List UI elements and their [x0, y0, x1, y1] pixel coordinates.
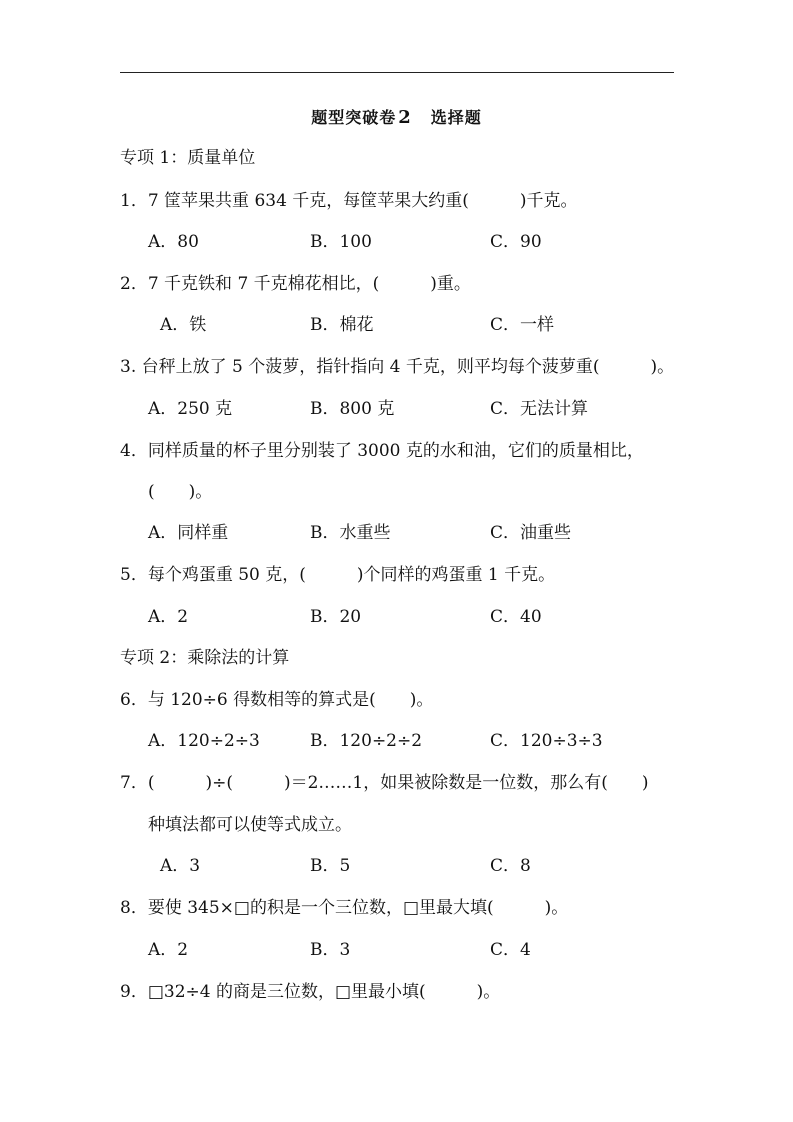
q4-option-a: A．同样重 — [148, 523, 229, 543]
title-number: 2 — [398, 107, 412, 128]
question-8: 8．要使 345×□的积是一个三位数，□里最大填( )。 — [120, 898, 569, 918]
q5-option-a: A．2 — [148, 607, 189, 627]
q1-option-a: A．80 — [148, 232, 199, 252]
q6-option-b: B．120÷2÷2 — [310, 731, 423, 751]
q7-option-c: C．8 — [490, 856, 531, 876]
question-7-continued: 种填法都可以使等式成立。 — [148, 815, 352, 835]
q1-option-b: B．100 — [310, 232, 372, 252]
q3-option-a: A．250 克 — [148, 399, 233, 419]
question-9: 9．□32÷4 的商是三位数，□里最小填( )。 — [120, 982, 501, 1002]
q7-option-a: A．3 — [160, 856, 201, 876]
q8-option-a: A．2 — [148, 940, 189, 960]
top-rule — [120, 72, 674, 73]
question-2: 2．7 千克铁和 7 千克棉花相比，( )重。 — [120, 274, 471, 294]
q2-option-a: A．铁 — [160, 315, 207, 335]
q5-option-c: C．40 — [490, 607, 542, 627]
q5-option-b: B．20 — [310, 607, 362, 627]
question-7: 7．( )÷( )＝2……1，如果被除数是一位数，那么有( ) — [120, 773, 649, 793]
question-5: 5．每个鸡蛋重 50 克，( )个同样的鸡蛋重 1 千克。 — [120, 565, 556, 585]
q1-option-c: C．90 — [490, 232, 542, 252]
q4-option-c: C．油重些 — [490, 523, 572, 543]
page-title — [0, 105, 793, 128]
q8-option-b: B．3 — [310, 940, 351, 960]
q2-option-b: B．棉花 — [310, 315, 374, 335]
title-part-a: 题型突破卷 — [311, 108, 397, 127]
question-4: 4．同样质量的杯子里分别装了 3000 克的水和油，它们的质量相比， — [120, 441, 644, 461]
title-part-b: 选择题 — [430, 108, 482, 127]
question-3: 3. 台秤上放了 5 个菠萝，指针指向 4 千克，则平均每个菠萝重( )。 — [120, 357, 675, 377]
q7-option-b: B．5 — [310, 856, 351, 876]
q2-option-c: C．一样 — [490, 315, 555, 335]
question-4-continued: ( )。 — [148, 482, 213, 502]
section-heading-1: 专项 1：质量单位 — [120, 148, 256, 168]
section-heading-2: 专项 2：乘除法的计算 — [120, 648, 290, 668]
q8-option-c: C．4 — [490, 940, 531, 960]
q6-option-c: C．120÷3÷3 — [490, 731, 603, 751]
question-6: 6．与 120÷6 得数相等的算式是( )。 — [120, 690, 434, 710]
q3-option-b: B．800 克 — [310, 399, 395, 419]
q6-option-a: A．120÷2÷3 — [148, 731, 260, 751]
q3-option-c: C．无法计算 — [490, 399, 589, 419]
question-1: 1．7 筐苹果共重 634 千克，每筐苹果大约重( )千克。 — [120, 191, 578, 211]
q4-option-b: B．水重些 — [310, 523, 391, 543]
